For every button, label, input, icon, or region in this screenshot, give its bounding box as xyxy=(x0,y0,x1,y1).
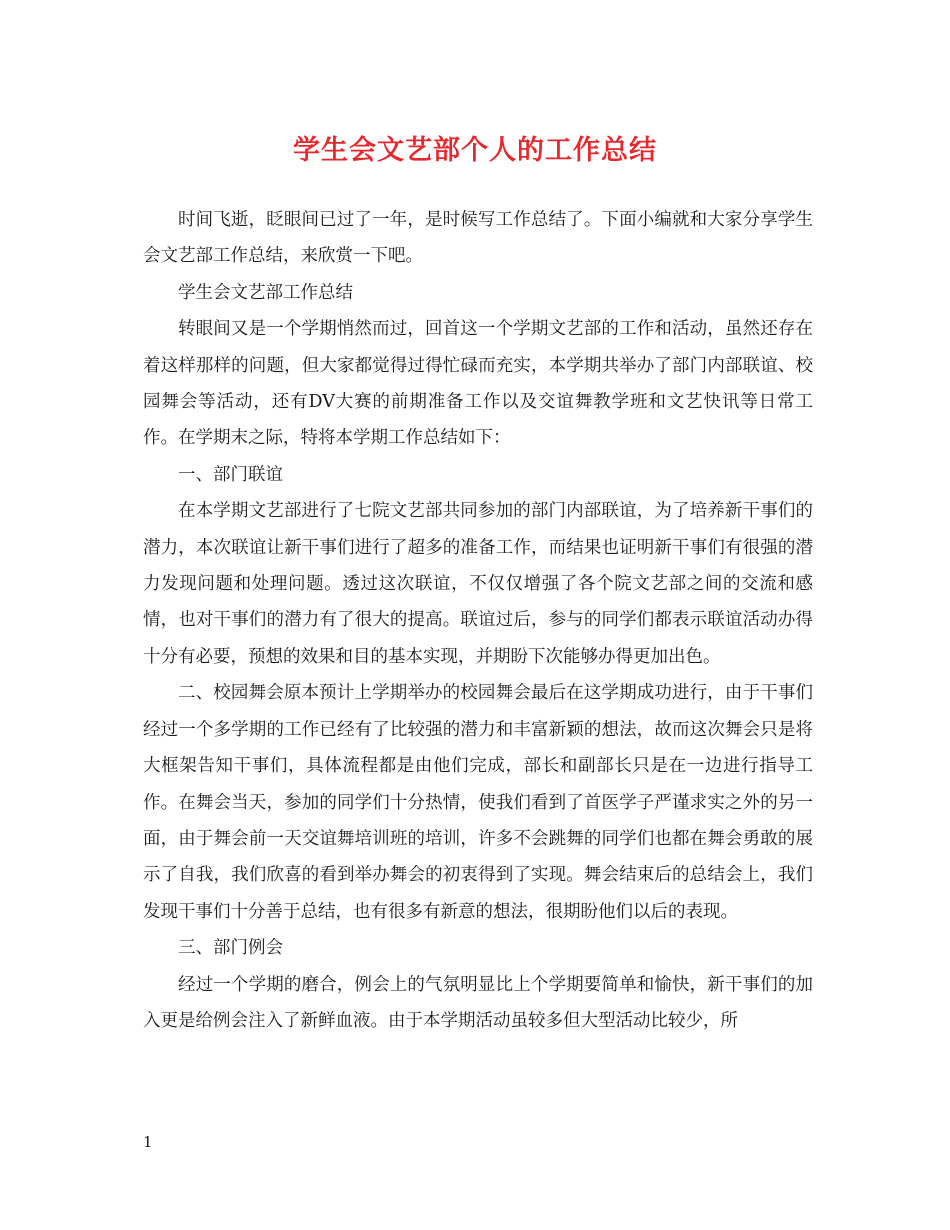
page-number: 1 xyxy=(143,1133,153,1151)
document-body xyxy=(143,202,813,1039)
paragraph-section-2: 二、校园舞会原本预计上学期举办的校园舞会最后在这学期成功进行，由于干事们经过一个多学期的工作已经有了比较强的潜力和丰富新颖的想法，故而这次舞会只是将大框架告知干事们，具体流程都是由他们完成，部长和副部长只是在一边进行指导工作。在舞会当天，参加的同学们十分热情，使我们看到了首医学子严谨求实之外的另一面，由于舞会前一天交谊舞培训班的培训，许多不会跳舞的同学们也都在舞会勇敢的展示了自我，我们欣喜的看到举办舞会的初衷得到了实现。舞会结束后的总结会上，我们发现干事们十分善于总结，也有很多有新意的想法，很期盼他们以后的表现。 xyxy=(143,683,813,922)
paragraph-section-3: 经过一个学期的磨合，例会上的气氛明显比上个学期要简单和愉快，新干事们的加入更是给例会注入了新鲜血液。由于本学期活动虽较多但大型活动比较少，所 xyxy=(143,974,813,1031)
paragraph-intro: 时间飞逝，眨眼间已过了一年，是时候写工作总结了。下面小编就和大家分享学生会文艺部工作总结，来欣赏一下吧。 xyxy=(143,210,813,267)
document-title: 学生会文艺部个人的工作总结 xyxy=(293,135,657,166)
paragraph-section-1: 在本学期文艺部进行了七院文艺部共同参加的部门内部联谊，为了培养新干事们的潜力，本次联谊让新干事们进行了超多的准备工作，而结果也证明新干事们有很强的潜力发现问题和处理问题。透过这次联谊，不仅仅增强了各个院文艺部之间的交流和感情，也对干事们的潜力有了很大的提高。联谊过后，参与的同学们都表示联谊活动办得十分有必要，预想的效果和目的基本实现，并期盼下次能够办得更加出色。 xyxy=(143,501,813,667)
section-heading-3: 三、部门例会 xyxy=(178,938,283,959)
paragraph-overview: 转眼间又是一个学期悄然而过，回首这一个学期文艺部的工作和活动，虽然还存在着这样那样的问题，但大家都觉得过得忙碌而充实，本学期共举办了部门内部联谊、校园舞会等活动，还有DV大赛的前期准备工作以及交谊舞教学班和文艺快讯等日常工作。在学期末之际，特将本学期工作总结如下： xyxy=(143,319,813,449)
section-heading-1: 一、部门联谊 xyxy=(178,464,283,485)
paragraph-subtitle: 学生会文艺部工作总结 xyxy=(178,282,353,303)
